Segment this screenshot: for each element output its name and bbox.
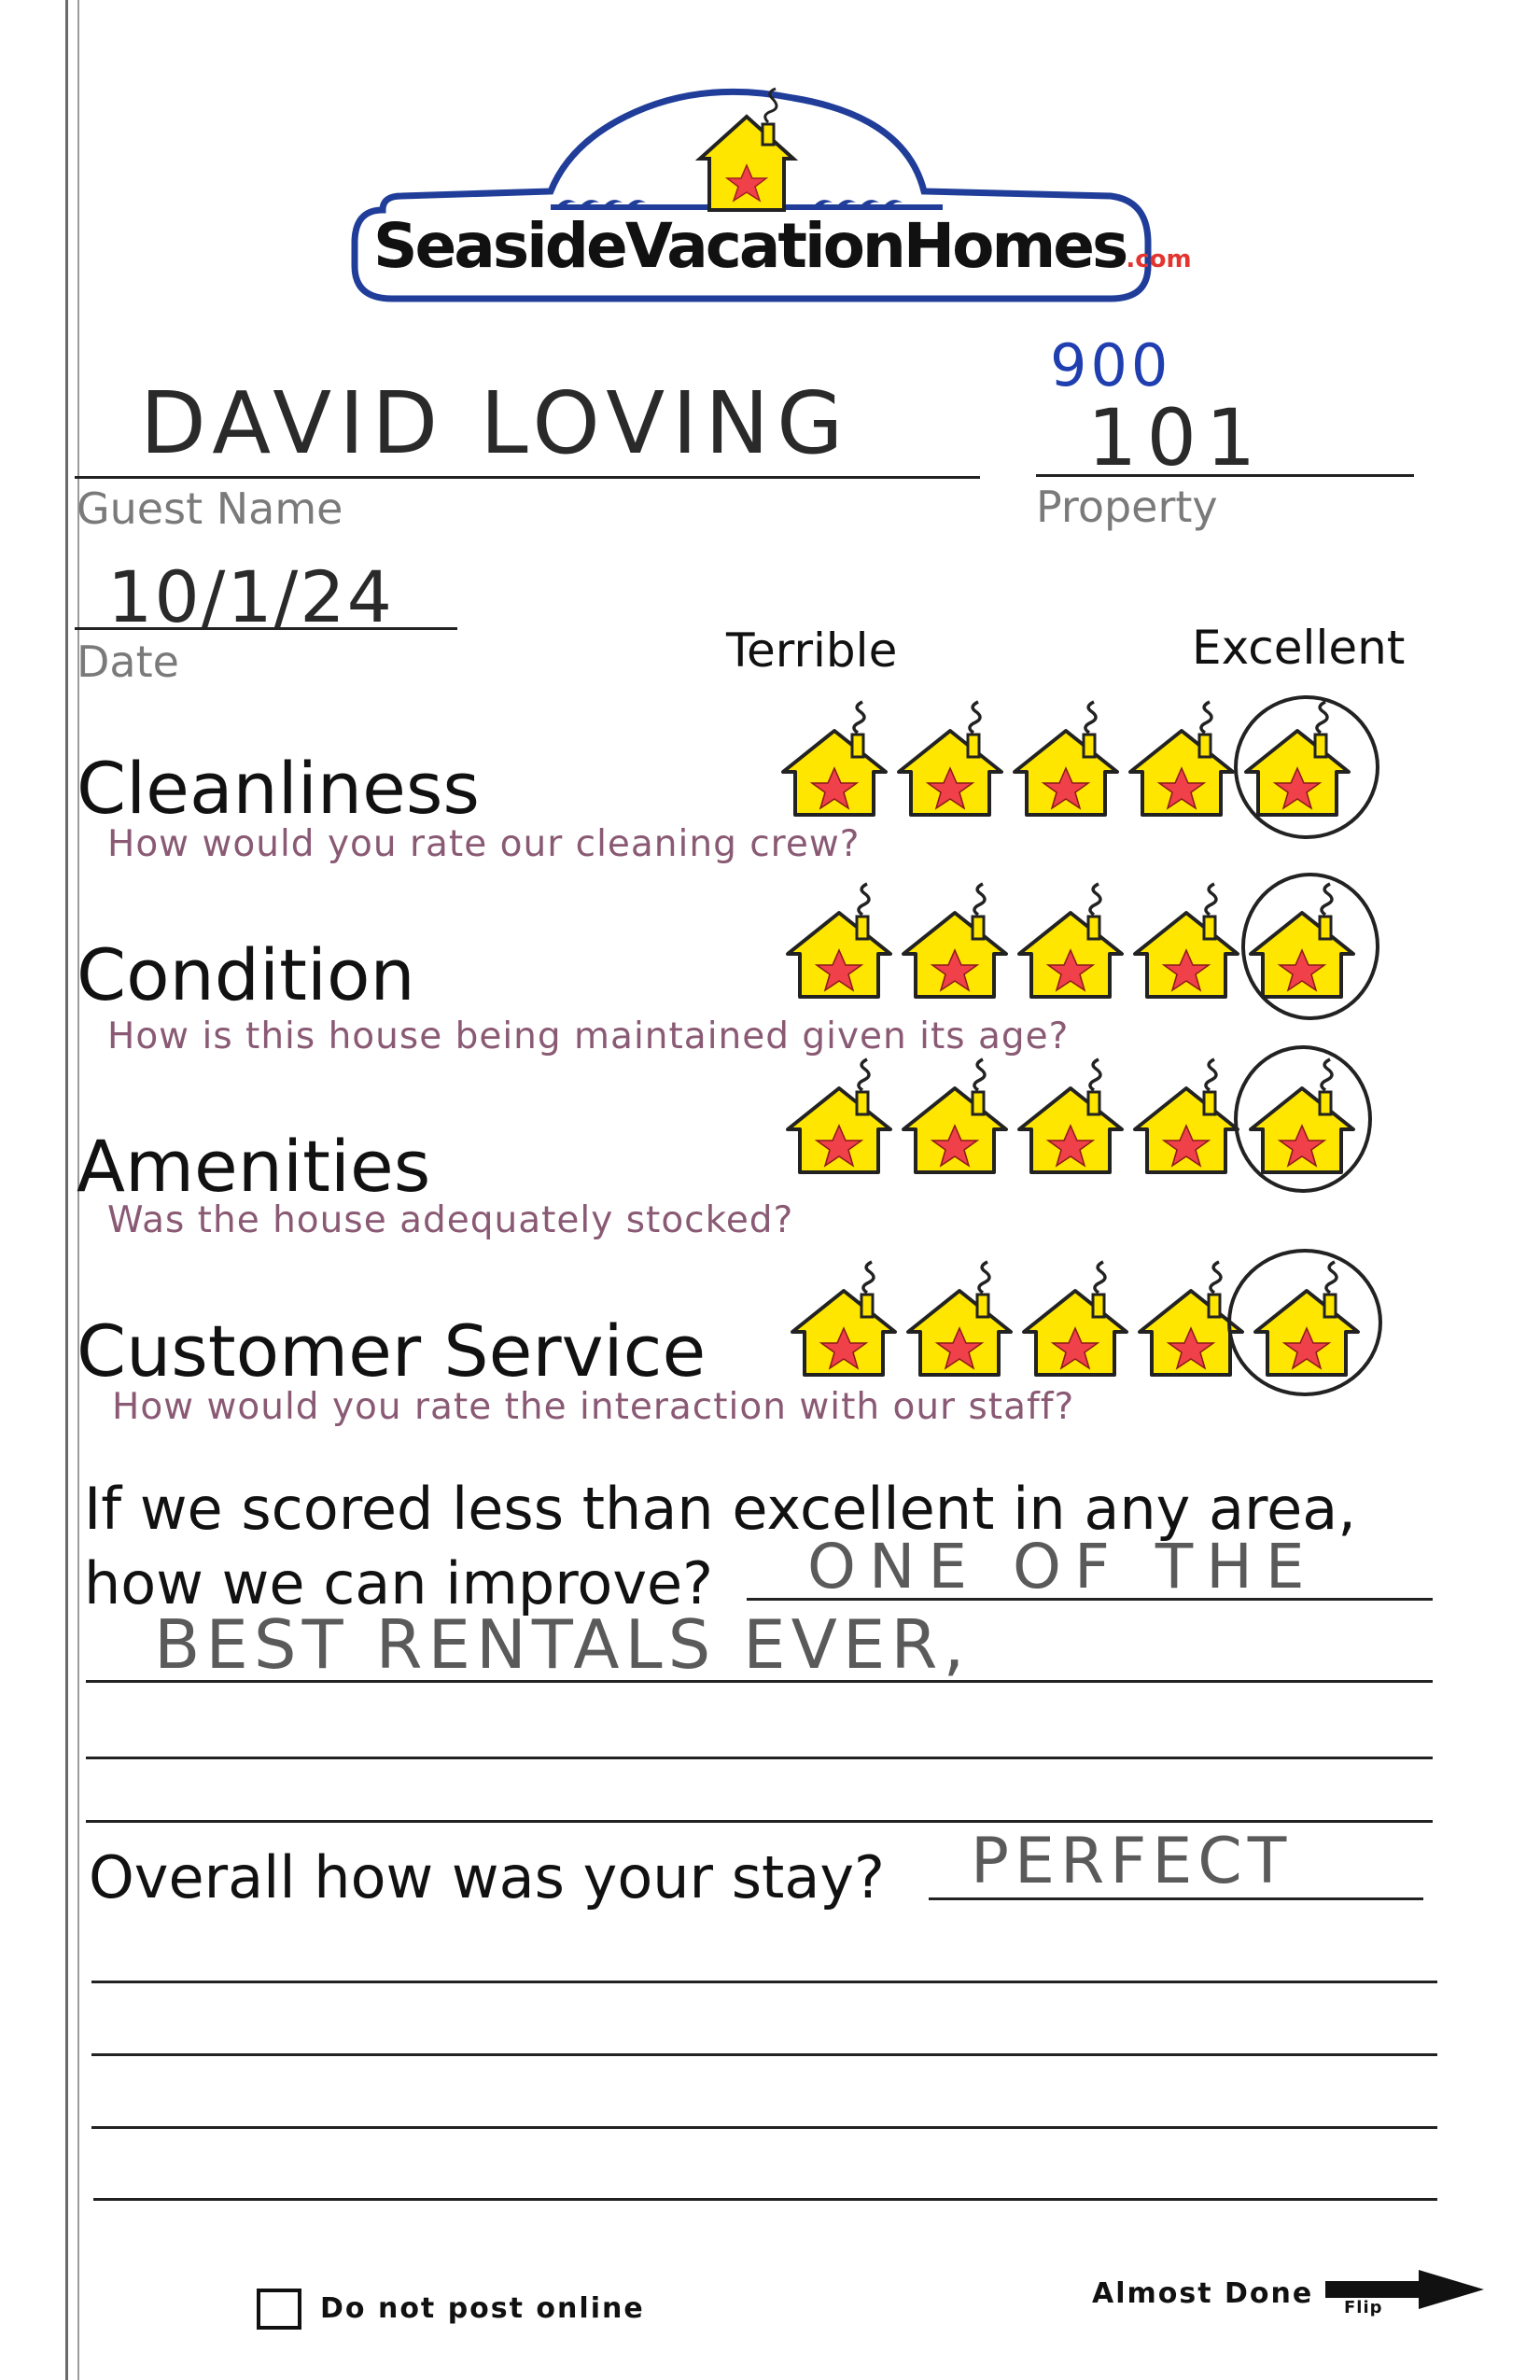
rating-house-icon[interactable]: [904, 1255, 1015, 1379]
category-subtitle: How would you rate the interaction with our staff?: [112, 1386, 1075, 1428]
brand-logo: [345, 79, 1192, 313]
rating-house-icon[interactable]: [895, 695, 1005, 819]
category-title: Amenities: [77, 1125, 431, 1208]
scale-low-label: Terrible: [726, 623, 898, 678]
improve-answer-line2: BEST RENTALS EVER,: [154, 1605, 971, 1684]
overall-question: Overall how was your stay?: [89, 1843, 885, 1911]
guest-name-value: DAVID LOVING: [140, 373, 851, 473]
date-line: [75, 627, 457, 630]
rating-house-icon[interactable]: [1015, 1053, 1126, 1176]
category-title: Cleanliness: [77, 747, 481, 830]
house-icon: [779, 695, 889, 819]
guest-name-label: Guest Name: [77, 483, 343, 534]
scale-high-label: Excellent: [1192, 621, 1406, 675]
answer-line: [91, 2126, 1437, 2129]
rating-house-icon[interactable]: [779, 695, 889, 819]
guest-name-line: [75, 476, 980, 479]
house-icon: [1015, 877, 1126, 1001]
rating-house-icon[interactable]: [1015, 877, 1126, 1001]
selected-rating-circle: [1234, 695, 1379, 839]
property-label: Property: [1036, 482, 1218, 532]
answer-line: [929, 1897, 1423, 1900]
category-title: Customer Service: [77, 1309, 707, 1393]
rating-house-icon[interactable]: [1127, 695, 1237, 819]
overall-answer: PERFECT: [971, 1825, 1293, 1898]
answer-line: [86, 1820, 1433, 1823]
rating-house-icon[interactable]: [900, 877, 1010, 1001]
rating-house-icon[interactable]: [1131, 877, 1241, 1001]
property-line: [1036, 474, 1414, 477]
logo-dotcom: .com: [1126, 245, 1192, 273]
do-not-post-checkbox[interactable]: [257, 2289, 301, 2330]
logo-wordmark: SeasideVacationHomes.com: [373, 210, 1192, 282]
house-icon: [789, 1255, 899, 1379]
answer-line: [91, 2053, 1437, 2056]
house-icon: [1131, 1053, 1241, 1176]
rating-house-icon[interactable]: [1011, 695, 1121, 819]
rating-house-icon[interactable]: [1020, 1255, 1130, 1379]
almost-done-label: Almost Done: [1092, 2277, 1314, 2310]
do-not-post-label: Do not post online: [320, 2292, 645, 2325]
house-icon: [784, 877, 894, 1001]
house-icon: [1131, 877, 1241, 1001]
house-icon: [1015, 1053, 1126, 1176]
rating-house-icon[interactable]: [789, 1255, 899, 1379]
answer-line: [86, 1680, 1433, 1683]
selected-rating-circle: [1234, 1045, 1372, 1193]
improve-question-line2: how we can improve?: [84, 1549, 714, 1617]
date-value: 10/1/24: [107, 555, 394, 638]
answer-line: [93, 2198, 1437, 2201]
property-value: 101: [1087, 392, 1266, 483]
improve-answer-line1: ONE OF THE: [807, 1531, 1318, 1603]
house-icon: [895, 695, 1005, 819]
selected-rating-circle: [1241, 873, 1379, 1020]
rating-house-icon[interactable]: [784, 877, 894, 1001]
answer-line: [747, 1598, 1433, 1601]
flip-label: Flip: [1344, 2298, 1383, 2317]
house-icon: [784, 1053, 894, 1176]
house-icon: [1020, 1255, 1130, 1379]
answer-line: [91, 1981, 1437, 1983]
margin-line-outer: [65, 0, 68, 2380]
rating-house-icon[interactable]: [900, 1053, 1010, 1176]
category-subtitle: Was the house adequately stocked?: [107, 1199, 794, 1241]
property-annotation: 900: [1050, 331, 1172, 399]
house-icon: [1127, 695, 1237, 819]
house-icon: [1011, 695, 1121, 819]
category-subtitle: How is this house being maintained given its age?: [107, 1015, 1070, 1057]
answer-line: [86, 1757, 1433, 1759]
house-icon: [900, 1053, 1010, 1176]
rating-house-icon[interactable]: [784, 1053, 894, 1176]
date-label: Date: [77, 637, 179, 687]
selected-rating-circle: [1227, 1249, 1382, 1396]
house-icon: [904, 1255, 1015, 1379]
improve-question-line1: If we scored less than excellent in any area,: [84, 1475, 1357, 1543]
house-icon: [900, 877, 1010, 1001]
category-subtitle: How would you rate our cleaning crew?: [107, 823, 861, 865]
category-title: Condition: [77, 933, 415, 1016]
rating-house-icon[interactable]: [1131, 1053, 1241, 1176]
